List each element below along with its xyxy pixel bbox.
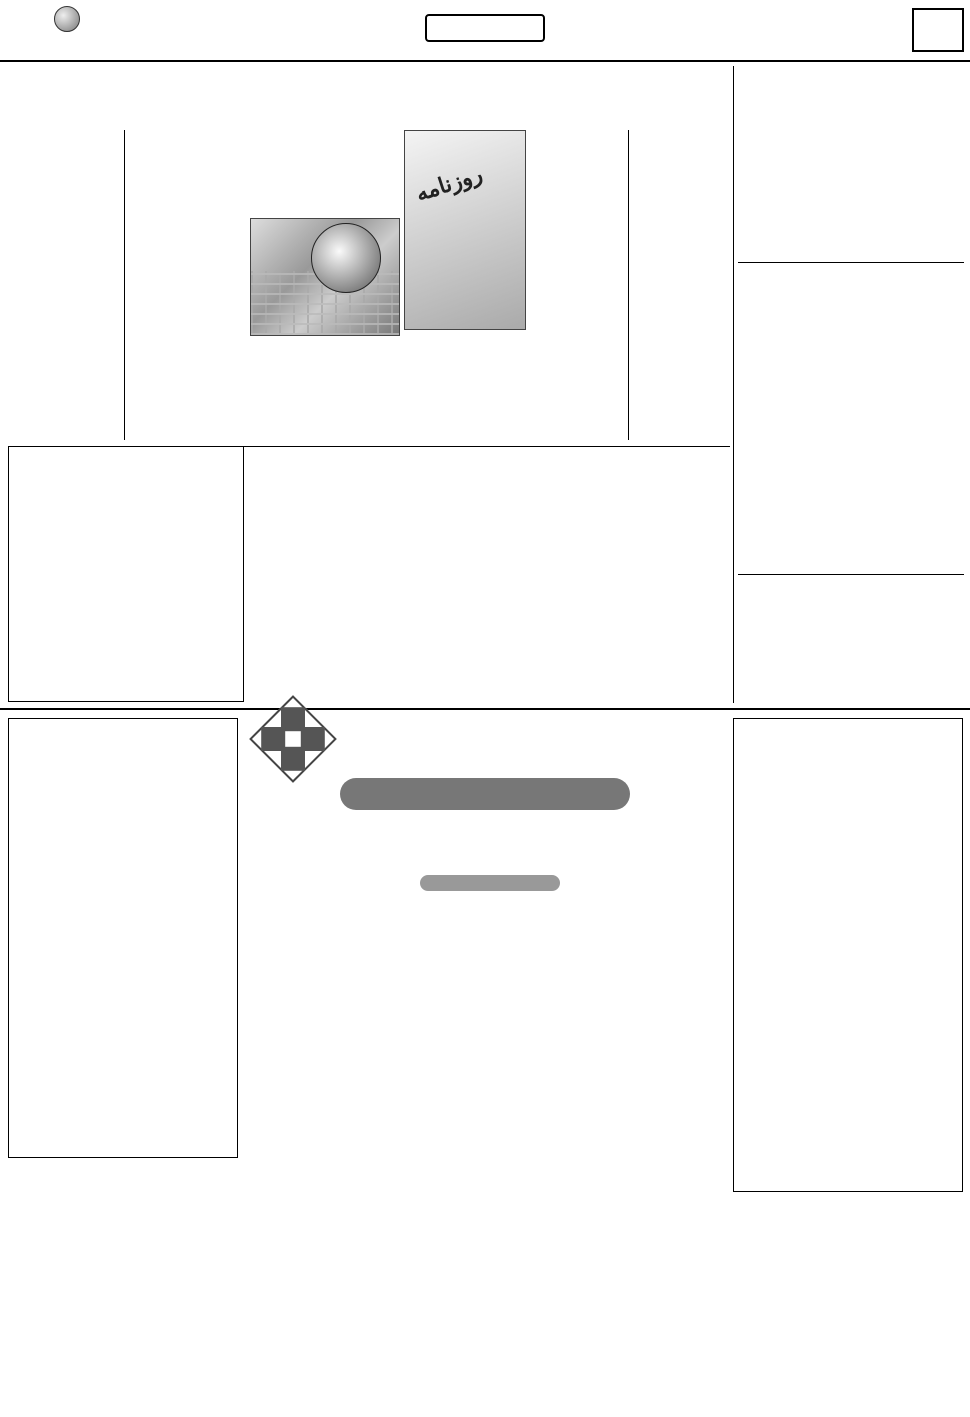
crossword-number <box>420 875 560 891</box>
abdi-col5 <box>250 476 341 702</box>
abdi-col4 <box>345 476 448 702</box>
aviation-col5 <box>128 130 246 440</box>
globe-icon <box>311 223 381 293</box>
aviation-col4 <box>250 340 400 440</box>
globe-icon <box>54 6 80 32</box>
solution-grid-normal <box>736 1168 962 1394</box>
vahshat-body-a <box>852 318 964 570</box>
column-rule <box>124 130 125 440</box>
normal-vertical-clues <box>738 966 958 1130</box>
column-rule <box>628 130 629 440</box>
bargh-body <box>738 598 964 700</box>
aviation-col3 <box>250 130 400 214</box>
newspaper-photo <box>404 130 526 330</box>
crossword-grid[interactable] <box>250 910 700 1360</box>
aviation-photo <box>250 218 400 336</box>
photo-lettering: روزنامه <box>412 161 486 207</box>
special-vertical-clues <box>14 996 234 1156</box>
crossword-divider <box>0 708 970 710</box>
special-horizontal-clues <box>14 752 234 984</box>
section-title <box>425 14 545 42</box>
page-number <box>912 8 964 52</box>
page-header <box>0 0 970 62</box>
aviation-col2 <box>530 130 625 440</box>
abdi-col3 <box>452 476 542 702</box>
crossword-title <box>340 778 630 810</box>
logo-letter <box>281 747 305 771</box>
ein-body <box>15 487 237 697</box>
ein-box <box>8 446 244 702</box>
aviation-col1 <box>632 130 730 440</box>
kayhan-body <box>738 108 964 258</box>
solution-grid-special <box>10 1168 236 1394</box>
aviation-col2b <box>404 334 526 440</box>
abdi-col1 <box>640 476 730 702</box>
abdi-col2 <box>546 476 636 702</box>
vahshat-body-b <box>738 318 846 570</box>
newspaper-logo <box>6 4 118 54</box>
divider <box>738 262 964 263</box>
divider <box>738 574 964 575</box>
aviation-col6 <box>8 130 121 440</box>
normal-horizontal-clues <box>738 752 958 952</box>
column-rule <box>733 66 734 703</box>
